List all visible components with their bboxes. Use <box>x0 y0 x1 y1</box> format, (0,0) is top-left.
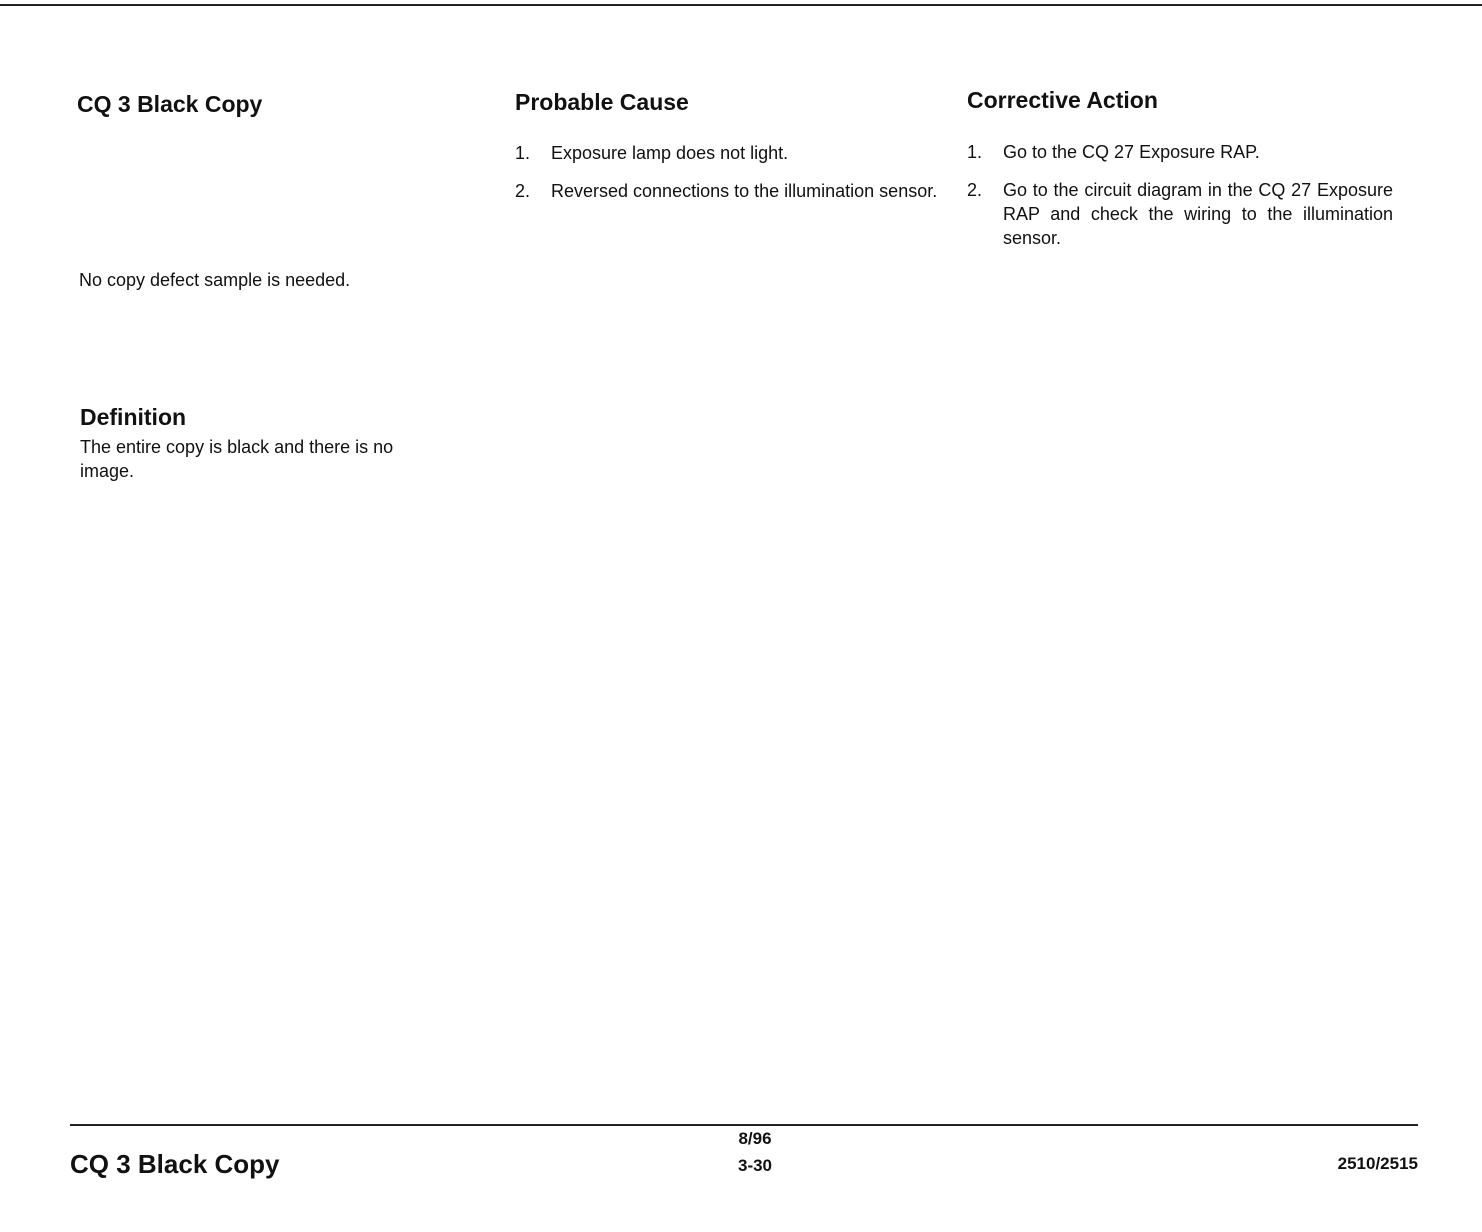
item-number: 2. <box>515 181 531 201</box>
definition-heading: Definition <box>80 404 187 430</box>
corrective-action-heading: Corrective Action <box>967 87 1158 113</box>
probable-cause-list <box>515 141 939 217</box>
item-number: 1. <box>967 142 983 162</box>
item-text: Go to the CQ 27 Exposure RAP. <box>1003 142 1260 162</box>
corrective-action-list <box>967 140 1393 264</box>
footer-rule <box>70 1124 1418 1126</box>
definition-text: The entire copy is black and there is no image. <box>80 437 394 481</box>
footer-date: 8/96 <box>738 1129 772 1148</box>
probable-cause-item <box>515 141 939 165</box>
footer-page-number: 3-30 <box>737 1156 773 1175</box>
item-text: Go to the circuit diagram in the CQ 27 Exposure RAP and check the wiring to the illumination sensor. <box>1003 180 1393 248</box>
item-text: Exposure lamp does not light. <box>551 143 789 163</box>
probable-cause-heading: Probable Cause <box>515 89 689 115</box>
probable-cause-item <box>515 179 939 203</box>
item-text: Reversed connections to the illumination sensor. <box>551 181 938 201</box>
footer-model: 2510/2515 <box>1337 1154 1418 1173</box>
corrective-action-item <box>967 140 1393 164</box>
page-title: CQ 3 Black Copy <box>77 91 263 117</box>
footer-title: CQ 3 Black Copy <box>70 1149 280 1179</box>
item-number: 2. <box>967 180 983 200</box>
item-number: 1. <box>515 143 531 163</box>
corrective-action-item <box>967 178 1393 250</box>
sample-note: No copy defect sample is needed. <box>79 270 351 290</box>
top-rule <box>0 4 1482 6</box>
